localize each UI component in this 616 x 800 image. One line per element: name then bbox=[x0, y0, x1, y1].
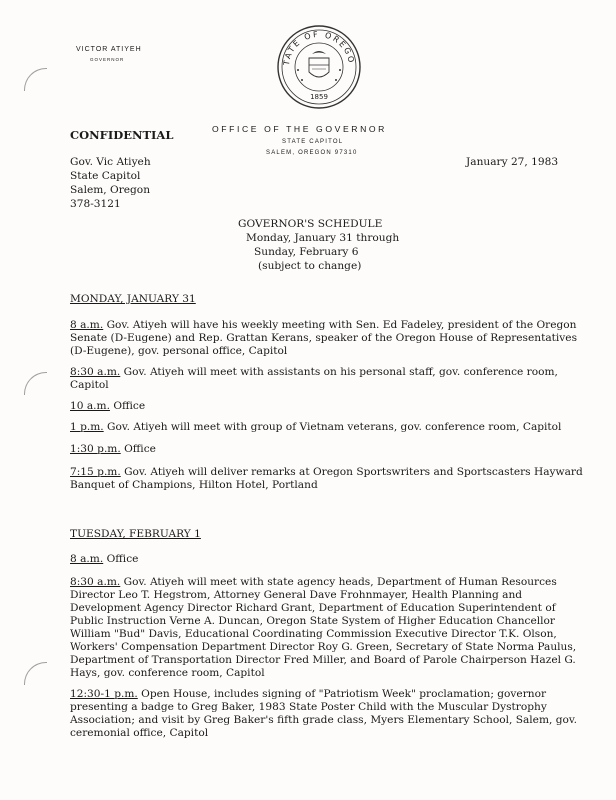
schedule-entry bbox=[70, 466, 583, 479]
entry-text: Office bbox=[113, 400, 146, 412]
office-title: OFFICE OF THE GOVERNOR bbox=[212, 124, 387, 134]
entry-time: 10 a.m. bbox=[70, 400, 110, 412]
governor-name: VICTOR ATIYEH bbox=[76, 46, 142, 53]
entry-text: Gov. Atiyeh will meet with state agency heads, Department of Human Resources bbox=[123, 576, 557, 588]
schedule-entry bbox=[70, 400, 145, 413]
schedule-entry bbox=[70, 366, 558, 379]
entry-text: presenting a badge to Greg Baker, 1983 State Poster Child with the Muscular Dystrophy bbox=[70, 701, 547, 713]
schedule-range-start: Monday, January 31 through bbox=[246, 232, 400, 244]
day-heading: MONDAY, JANUARY 31 bbox=[70, 293, 196, 305]
punch-mark bbox=[24, 662, 47, 685]
letter-date: January 27, 1983 bbox=[466, 156, 559, 168]
entry-time: 1:30 p.m. bbox=[70, 443, 121, 455]
svg-text:STATE OF OREGON bbox=[276, 24, 356, 67]
entry-text: Gov. Atiyeh will deliver remarks at Oregon Sportswriters and Sportscasters Hayward bbox=[124, 466, 583, 478]
schedule-entry bbox=[70, 688, 546, 701]
entry-text: Open House, includes signing of "Patriotism Week" proclamation; governor bbox=[141, 688, 547, 700]
day-heading: TUESDAY, FEBRUARY 1 bbox=[70, 528, 201, 540]
schedule-range-end: Sunday, February 6 bbox=[254, 246, 359, 258]
office-address-line1: STATE CAPITOL bbox=[282, 139, 344, 145]
schedule-note: (subject to change) bbox=[258, 260, 362, 272]
entry-time: 8:30 a.m. bbox=[70, 576, 121, 588]
entry-text: Gov. Atiyeh will meet with group of Vietnam veterans, gov. conference room, Capitol bbox=[107, 421, 562, 433]
entry-time: 12:30-1 p.m. bbox=[70, 688, 138, 700]
seal-year: 1859 bbox=[310, 93, 328, 101]
office-address-line2: SALEM, OREGON 97310 bbox=[266, 150, 358, 156]
entry-text: William "Bud" Davis, Educational Coordinating Commission Executive Director T.K. Olson, bbox=[70, 628, 557, 640]
entry-text: Gov. Atiyeh will have his weekly meeting with Sen. Ed Fadeley, president of the Oregon bbox=[106, 319, 577, 331]
entry-text: Banquet of Champions, Hilton Hotel, Portland bbox=[70, 479, 318, 491]
entry-time: 7:15 p.m. bbox=[70, 466, 121, 478]
schedule-entry bbox=[70, 553, 138, 566]
entry-time: 8 a.m. bbox=[70, 553, 104, 565]
punch-mark bbox=[24, 68, 47, 91]
governor-title: GOVERNOR bbox=[90, 57, 125, 62]
sender-line: 378-3121 bbox=[70, 198, 121, 210]
entry-text: Office bbox=[124, 443, 156, 455]
punch-mark bbox=[24, 372, 47, 395]
entry-text: ceremonial office, Capitol bbox=[70, 727, 209, 739]
entry-text: Office bbox=[106, 553, 139, 565]
entry-time: 8:30 a.m. bbox=[70, 366, 121, 378]
entry-text: Association; and visit by Greg Baker's fifth grade class, Myers Elementary School, Salem, gov. bbox=[70, 714, 577, 726]
schedule-entry bbox=[70, 319, 576, 332]
entry-text: Department of Transportation Director Fred Miller, and Board of Parole Chairperson Hazel G. bbox=[70, 654, 576, 666]
entry-text: (D-Eugene), gov. personal office, Capitol bbox=[70, 345, 288, 357]
entry-text: Director Leo T. Hegstrom, Attorney General Dave Frohnmayer, Health Planning and bbox=[70, 589, 523, 601]
schedule-entry bbox=[70, 443, 156, 456]
sender-line: Gov. Vic Atiyeh bbox=[70, 156, 151, 168]
entry-time: 8 a.m. bbox=[70, 319, 104, 331]
entry-text: Workers' Compensation Department Director Roy G. Green, Secretary of State Norma Paulus, bbox=[70, 641, 577, 653]
entry-time: 1 p.m. bbox=[70, 421, 104, 433]
entry-text: Capitol bbox=[70, 379, 109, 391]
confidential-label: CONFIDENTIAL bbox=[70, 128, 174, 142]
schedule-entry bbox=[70, 421, 561, 434]
schedule-title: GOVERNOR'S SCHEDULE bbox=[238, 218, 383, 230]
entry-text: Gov. Atiyeh will meet with assistants on his personal staff, gov. conference room, bbox=[123, 366, 558, 378]
schedule-entry bbox=[70, 576, 557, 589]
entry-text: Senate (D-Eugene) and Rep. Grattan Kerans, speaker of the Oregon House of Representatives bbox=[70, 332, 577, 344]
entry-text: Development Agency Director Richard Grant, Department of Education Superintendent of bbox=[70, 602, 556, 614]
entry-text: Hays, gov. conference room, Capitol bbox=[70, 667, 265, 679]
sender-line: Salem, Oregon bbox=[70, 184, 151, 196]
entry-text: Public Instruction Verne A. Duncan, Oregon State System of Higher Education Chancellor bbox=[70, 615, 555, 627]
oregon-seal bbox=[276, 24, 362, 110]
seal-top-text: TATE OF OREGO bbox=[281, 29, 357, 66]
sender-line: State Capitol bbox=[70, 170, 141, 182]
